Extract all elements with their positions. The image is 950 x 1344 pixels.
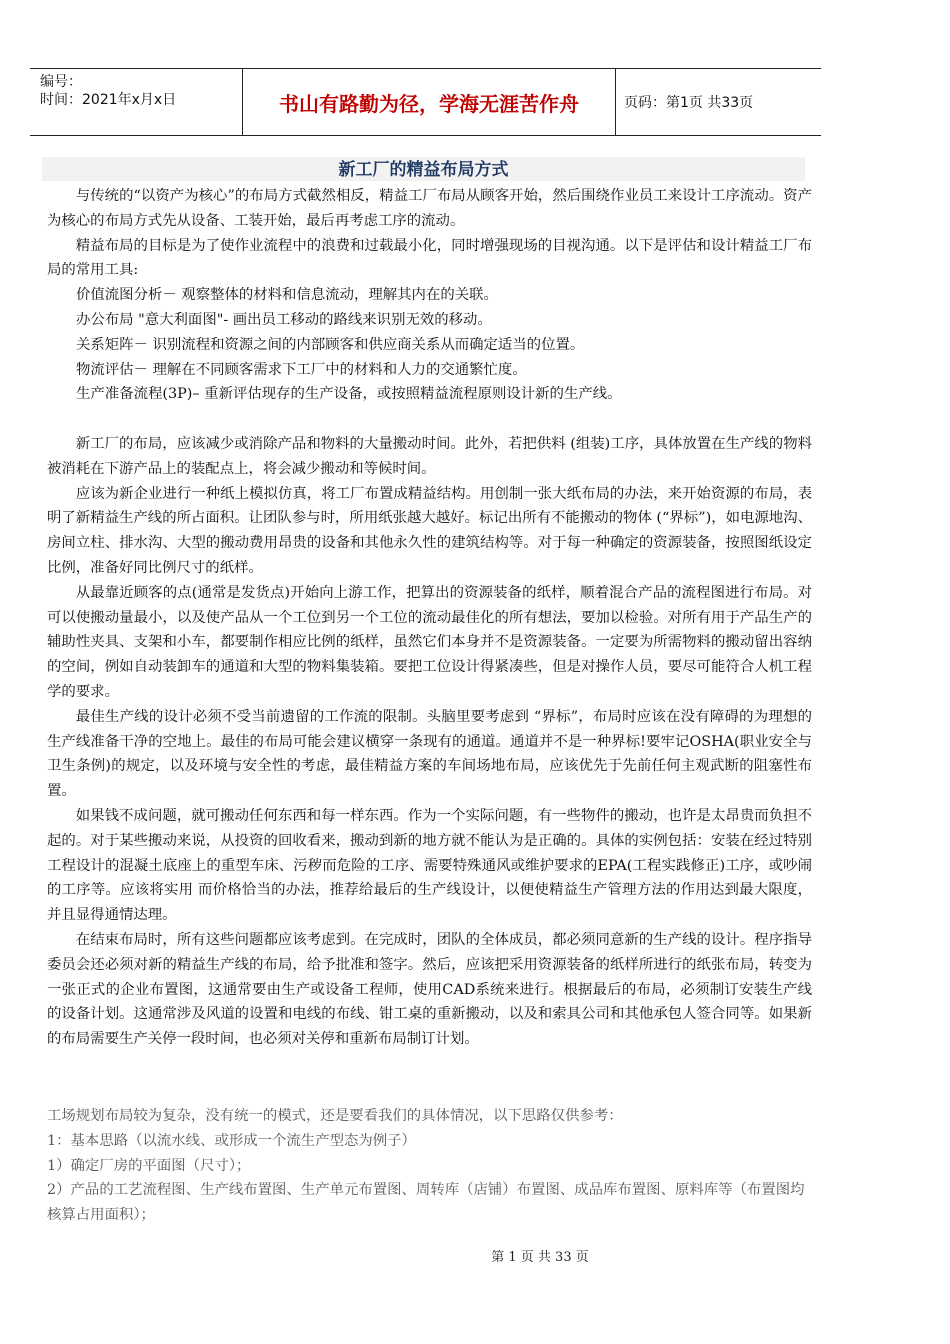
paragraph: 与传统的“以资产为核心”的布局方式截然相反，精益工厂布局从顾客开始，然后围绕作业员工来设计工序流动。资产为核心的布局方式先从设备、工装开始，最后再考虑工序的流动。 <box>47 188 812 229</box>
document-number-label: 编号： <box>40 74 82 90</box>
paragraph: 新工厂的布局，应该减少或消除产品和物料的大量搬动时间。此外，若把供料 (组装)工序，具体放置在生产线的物料被消耗在下游产品上的装配点上，将会减少搬动和等候时间。 <box>47 435 812 477</box>
header-table <box>30 68 821 136</box>
paragraph: 最佳生产线的设计必须不受当前遗留的工作流的限制。头脑里要考虑到 “界标”，布局时应该在没有障碍的为理想的生产线准备干净的空地上。最佳的布局可能会建议横穿一条现有的通道。通道并不是一种界标!要牢记OSHA(职业安全与卫生条例)的规定，以及环境与安全性的考虑，最佳精益方案的车间场地布局，应该优先于先前任何主观武断的阻塞性布置。 <box>47 708 812 800</box>
tool-item: 办公布局 "意大利面图"- 画出员工移动的路线来识别无效的移动。 <box>76 311 492 328</box>
note-line: 工场规划布局较为复杂，没有统一的模式，还是要看我们的具体情况，以下思路仅供参考： <box>47 1108 623 1124</box>
tool-item: 价值流图分析－ 观察整体的材料和信息流动，理解其内在的关联。 <box>76 287 498 304</box>
tool-item: 物流评估－ 理解在不同顾客需求下工厂中的材料和人力的交通繁忙度。 <box>76 361 527 378</box>
note-line: 1）确定厂房的平面图（尺寸）； <box>47 1157 251 1174</box>
tool-item: 关系矩阵－ 识别流程和资源之间的内部顾客和供应商关系从而确定适当的位置。 <box>76 336 585 353</box>
paragraph: 从最靠近顾客的点(通常是发货点)开始向上游工作，把算出的资源装备的纸样，顺着混合产品的流程图进行布局。对可以使搬动量最小，以及使产品从一个工位到另一个工位的流动最佳化的所有想法，要加以检验。对所有用于产品生产的辅助性夹具、支架和小车，都要制作相应比例的纸样，虽然它们本身并不是资源装备。一定要为所需物料的搬动留出容纳的空间，例如自动装卸车的通道和大型的物料集装箱。要把工位设计得紧凑些，但是对操作人员，要尽可能符合人机工程学的要求。 <box>47 584 812 700</box>
header-meta <box>30 69 243 136</box>
header-motto: 书山有路勤为径，学海无涯苦作舟 <box>243 69 616 136</box>
tool-item: 生产准备流程(3P)– 重新评估现存的生产设备，或按照精益流程原则设计新的生产线。 <box>76 386 622 403</box>
spacer <box>47 407 812 432</box>
note-line: 2）产品的工艺流程图、生产线布置图、生产单元布置图、周转库（店铺）布置图、成品库布置图、原料库等（布置图均核算占用面积）； <box>47 1182 805 1224</box>
paragraph: 如果钱不成问题，就可搬动任何东西和每一样东西。作为一个实际问题，有一些物件的搬动，也许是太昂贵而负担不起的。对于某些搬动来说，从投资的回收看来，搬动到新的地方就不能认为是正确的。具体的实例包括：安装在经过特别工程设计的混凝土底座上的重型车床、污秽而危险的工序、需要特殊通风或维护要求的EPA(工程实践修正)工序，或吵闹的工序等。应该将实用 而价格恰当的办法，推荐给最后的生产线设计，以便使精益生产管理方法的作用达到最大限度，并且显得通情达理。 <box>47 807 812 924</box>
header-page-label: 页码：第1页 共33页 <box>616 69 822 136</box>
paragraph: 应该为新企业进行一种纸上模拟仿真，将工厂布置成精益结构。用创制一张大纸布局的办法，来开始资源的布局，表明了新精益生产线的所占面积。让团队参与时，所用纸张越大越好。标记出所有不能搬动的物体 (“界标”)，如电源地沟、房间立柱、排水沟、大型的搬动费用昂贵的设备和其他永久性的建筑结构等。对于每一种确定的资源装备，按照图纸设定比例，准备好同比例尺寸的纸样。 <box>47 485 812 576</box>
page-footer: 第 1 页 共 33 页 <box>491 1250 589 1265</box>
paragraph: 精益布局的目标是为了使作业流程中的浪费和过载最小化，同时增强现场的目视沟通。以下是评估和设计精益工厂布局的常用工具: <box>47 237 812 279</box>
document-body <box>47 184 812 1052</box>
document-title: 新工厂的精益布局方式 <box>338 160 509 180</box>
notes-section <box>47 1104 812 1228</box>
paragraph: 在结束布局时，所有这些问题都应该考虑到。在完成时，团队的全体成员，都必须同意新的生产线的设计。程序指导委员会还必须对新的精益生产线的布局，给予批准和签字。然后，应该把采用资源装备的纸样所进行的纸张布局，转变为一张正式的企业布置图，这通常要由生产或设备工程师，使用CAD系统来进行。根据最后的布局，必须制订安装生产线的设备计划。这通常涉及风道的设置和电线的布线、钳工桌的重新搬动，以及和索具公司和其他承包人签合同等。如果新的布局需要生产关停一段时间，也必须对关停和重新布局制订计划。 <box>47 931 812 1048</box>
document-time-label: 时间：2021年x月x日 <box>40 92 177 108</box>
note-line: 1：基本思路（以流水线、或形成一个流生产型态为例子） <box>47 1132 416 1149</box>
